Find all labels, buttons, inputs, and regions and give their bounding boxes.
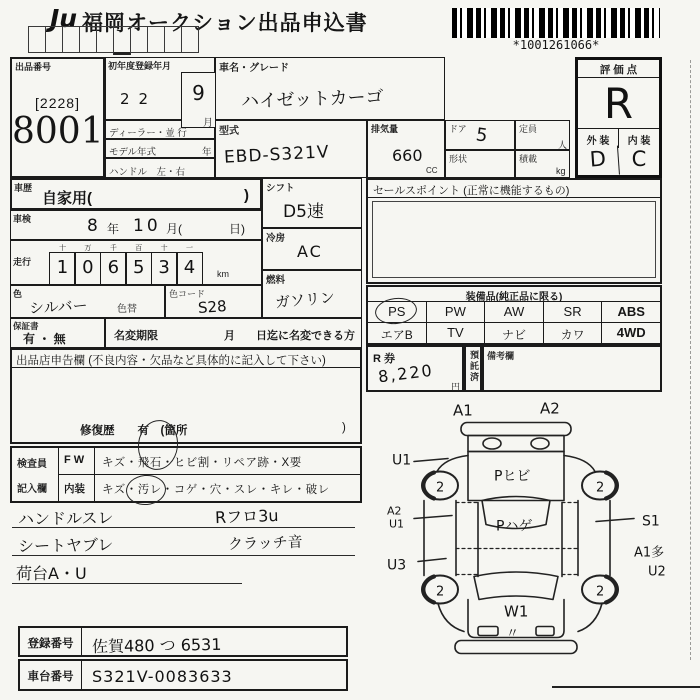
barcode-text: *1001261066* [512, 38, 600, 52]
handle-label: ハンドル 左・右 [109, 167, 186, 178]
digit-value: 0 [74, 252, 101, 286]
rear-left-fender [438, 604, 464, 632]
front-left-fender [437, 456, 468, 472]
grade-value: R [603, 79, 634, 128]
header-empty-boxes [28, 26, 199, 55]
digit-value: 3 [151, 252, 178, 286]
front-bumper [461, 423, 571, 436]
entry-code: [2228] [35, 95, 80, 111]
digit-unit: 千 [109, 245, 117, 252]
mark-left-u1: U1 [389, 517, 405, 531]
header-box [96, 26, 114, 53]
first-reg-label: 初年度登録年月 [108, 61, 172, 71]
inspection-year-unit: 年 [107, 222, 120, 236]
note-seat-tear: シートヤブレ [17, 535, 114, 556]
deposit-label: 預託済 [469, 350, 479, 383]
chassis-number-label: 車台番号 [20, 661, 82, 689]
mark-u3: U3 [387, 557, 407, 574]
declaration-box [10, 348, 362, 444]
history-cell [10, 178, 262, 210]
header-box [28, 26, 46, 53]
displacement-value: 660 [392, 146, 423, 165]
sales-point-box [366, 178, 662, 284]
digit-value: 6 [100, 252, 127, 286]
fuel-label: 燃料 [266, 275, 286, 286]
digit-value: 4 [176, 252, 203, 286]
equip-leather: カワ [544, 323, 603, 344]
mark-a1: A1 [453, 401, 473, 420]
capacity-label: 定員 [519, 124, 538, 134]
doors-cell [445, 120, 515, 150]
front-left-tire [423, 473, 434, 499]
name-change-month: 月 [224, 330, 235, 342]
inspection-year: 8 [87, 216, 98, 236]
header-box [164, 26, 182, 53]
header-box [147, 26, 165, 53]
shift-value: D5速 [283, 202, 324, 222]
bottom-right-line [552, 686, 700, 688]
left-side-panel [424, 501, 456, 576]
interior-row-label: 内装 [64, 483, 85, 495]
digit-col [176, 243, 203, 286]
header-box [113, 26, 131, 55]
grade-label: 評 価 点 [578, 60, 659, 78]
chassis-number-value: S321V-0083633 [92, 667, 233, 686]
rear-right-tire [606, 577, 617, 603]
doors-label: ドア [449, 124, 467, 134]
digit-col [74, 243, 101, 286]
sales-point-body [372, 201, 656, 278]
equip-tv: TV [427, 323, 486, 344]
cc-unit: CC [426, 166, 438, 175]
color-label: 色 [13, 289, 23, 299]
model-code-cell [215, 120, 367, 178]
fw-label: F W [64, 454, 85, 466]
right-side-panel [578, 501, 610, 576]
equip-sr: SR [544, 302, 603, 322]
digit-col [49, 243, 76, 286]
right-taillight [536, 627, 554, 636]
digit-unit: 一 [186, 245, 194, 252]
mark-a1-many: A1多 [634, 545, 665, 561]
header-box [62, 26, 80, 53]
ju-logo: Ju [50, 4, 78, 33]
ac-label: 冷房 [266, 233, 286, 244]
repair-history-close: ) [342, 422, 346, 434]
inspector-col-label-1: 検査員 [17, 459, 47, 470]
note-handle-wear: ハンドルスレ [17, 508, 114, 529]
digit-unit: 十 [160, 245, 168, 252]
dash-links [456, 503, 578, 575]
mileage-cell [10, 240, 262, 285]
rear-right-fender [578, 604, 602, 632]
wheel-mark-rr: 2 [596, 584, 605, 600]
capacity-cell [515, 120, 570, 150]
note-cargo-bed: 荷台A・U [16, 564, 87, 583]
fw-items: キズ・飛石・ヒビ割・リペア跡・X要 [102, 457, 302, 469]
color-code-cell [165, 285, 262, 318]
color-change-label: 色替 [117, 304, 137, 315]
month-unit: 月 [203, 118, 213, 129]
digit-value: 5 [125, 252, 152, 286]
mark-ditto: 〃 [506, 626, 520, 642]
inspection-day-unit: 日) [229, 222, 245, 236]
dealer-label: ディーラー・並 行 [109, 128, 187, 139]
page-title: 福岡オークション出品申込書 [82, 12, 368, 35]
digit-col [151, 243, 178, 286]
a2u1-tick [414, 516, 452, 519]
equip-4wd: 4WD [616, 325, 646, 340]
km-unit: km [217, 269, 229, 279]
warranty-cell [10, 318, 105, 348]
entry-number: 8001 [12, 111, 104, 152]
inspector-row-divider [58, 474, 360, 475]
header-box [130, 26, 148, 53]
handle-cell [105, 158, 215, 178]
exterior-label: 外 装 [578, 129, 619, 148]
ac-value: AC [297, 242, 323, 261]
equip-pw: PW [427, 302, 486, 322]
inspection-month: 10 [133, 216, 161, 236]
mileage-digit-boxes [49, 243, 203, 286]
entry-number-label: 出品番号 [15, 62, 52, 72]
shift-label: シフト [266, 183, 295, 194]
equipment-header: 装備品(純正品に限る) [368, 287, 660, 302]
digit-unit: 百 [135, 245, 143, 252]
remarks-label: 備考欄 [487, 351, 515, 361]
inspection-month-unit: 月( [166, 222, 182, 236]
mark-rear-panel: W1 [504, 602, 529, 621]
name-change-text: 日迄に名変できる方 [256, 330, 355, 342]
recycle-ticket-cell [366, 345, 464, 392]
mileage-label: 走行 [13, 257, 32, 267]
inspection-cell [10, 210, 262, 240]
header-box [181, 26, 199, 53]
front-right-tire [606, 473, 617, 499]
digit-unit: 万 [84, 245, 92, 252]
load-label: 積載 [519, 154, 538, 164]
mark-a2: A2 [540, 399, 560, 418]
front-left-light [483, 438, 501, 449]
entry-number-box [10, 57, 105, 178]
mark-u1: U1 [392, 452, 412, 469]
wheel-mark-fr: 2 [596, 480, 605, 496]
mark-left-a2: A2 [387, 504, 402, 518]
left-taillight [478, 627, 498, 636]
digit-value: 1 [49, 252, 76, 286]
scan-edge-line [690, 60, 691, 660]
reg-number-value: 佐賀480 つ 6531 [91, 634, 222, 657]
car-name-label: 車名・グレード [219, 63, 289, 74]
history-close: ) [244, 187, 249, 204]
digit-col [125, 243, 152, 286]
history-label: 車歴 [14, 183, 33, 193]
chassis-number-box [18, 659, 348, 691]
grade-box [575, 57, 662, 178]
load-unit: kg [556, 166, 566, 176]
inspector-box [10, 446, 362, 503]
shape-label: 形状 [449, 154, 468, 164]
fw-divider [94, 448, 95, 501]
equip-aw: AW [485, 302, 544, 322]
ac-cell [262, 228, 362, 270]
sales-point-header: セールスポイント (正常に機能するもの) [368, 180, 660, 198]
recycle-label: R 券 [373, 353, 395, 365]
equip-navi: ナビ [485, 323, 544, 344]
header-box [79, 26, 97, 53]
model-year-cell [105, 139, 215, 158]
u3-tick [418, 559, 446, 562]
rear-left-tire [423, 577, 434, 603]
capacity-unit: 人 [558, 140, 568, 150]
warranty-value: 有 ・ 無 [23, 332, 66, 346]
mark-u2: U2 [648, 564, 666, 580]
mark-roof-panel: Pハゲ [496, 518, 533, 535]
car-name-cell [215, 57, 445, 120]
shift-cell [262, 178, 362, 228]
mark-s1: S1 [642, 513, 660, 530]
note-r-front-glass: Rフロ3u [214, 505, 279, 528]
digit-col [100, 243, 127, 286]
first-reg-month: 9 [192, 81, 205, 105]
rear-bumper [455, 641, 577, 654]
color-code-label: 色コード [169, 289, 206, 299]
equip-abs: ABS [617, 304, 645, 319]
equip-ps: PS [368, 302, 427, 322]
interior-label: 内 装 [627, 136, 651, 147]
equip-airbag: エアB [368, 323, 427, 344]
yen-unit: 円 [451, 382, 461, 392]
first-reg-month-box [181, 72, 216, 128]
color-cell [10, 285, 165, 318]
model-code-label: 型式 [219, 126, 239, 137]
wheel-mark-rl: 2 [436, 584, 445, 600]
fuel-value: ガソリン [274, 288, 336, 312]
fuel-cell [262, 270, 362, 318]
repair-history-label: 修復歴 有 (箇所 [80, 425, 188, 437]
name-change-cell [105, 318, 362, 348]
deposit-cell [464, 345, 482, 392]
exterior-value: D [577, 146, 620, 178]
reg-number-box [18, 626, 348, 657]
note-clutch-noise: クラッチ音 [227, 532, 304, 554]
inspection-label: 車検 [13, 214, 32, 224]
load-cell [515, 150, 570, 178]
warranty-label: 保証書 [13, 321, 39, 331]
model-code-value: EBD-S321V [223, 142, 330, 168]
barcode [452, 8, 660, 38]
history-value: 自家用( [42, 190, 92, 207]
model-year-label: モデル年式 [109, 147, 157, 158]
color-value: シルバー [28, 296, 89, 318]
doors-value: 5 [474, 124, 489, 147]
first-reg-year: 22 [120, 90, 158, 108]
recycle-amount: 8,220 [377, 360, 435, 387]
grade-sub-headers [578, 128, 659, 148]
header-box [45, 26, 63, 53]
wheel-mark-fl: 2 [436, 480, 445, 496]
remarks-cell [482, 345, 662, 392]
s1-tick [596, 519, 634, 522]
digit-unit: 十 [59, 245, 66, 252]
model-year-unit: 年 [202, 147, 212, 158]
shape-cell [445, 150, 515, 178]
u1-tick [414, 459, 448, 462]
interior-value: C [631, 147, 647, 171]
interior-items: キズ・汚レ・コゲ・穴・スレ・キレ・破レ [102, 484, 330, 496]
rear-window [474, 572, 558, 600]
inspector-col-label-2: 記入欄 [17, 484, 47, 495]
displacement-cell [367, 120, 445, 178]
front-right-fender [564, 456, 595, 472]
equipment-row-2 [368, 323, 660, 344]
front-right-light [531, 438, 549, 449]
car-damage-diagram [385, 393, 690, 670]
color-code-value: S28 [197, 297, 228, 317]
reg-number-label: 登録番号 [20, 628, 82, 655]
car-name-value: ハイゼットカーゴ [240, 86, 384, 113]
displacement-label: 排気量 [371, 124, 399, 134]
grade-sub-values [578, 147, 659, 176]
declaration-header: 出品店申告欄 (不良内容・欠品など具体的に記入して下さい) [12, 350, 360, 368]
mark-front-panel: Pヒビ [494, 468, 531, 485]
name-change-label: 名変期限 [114, 330, 158, 342]
